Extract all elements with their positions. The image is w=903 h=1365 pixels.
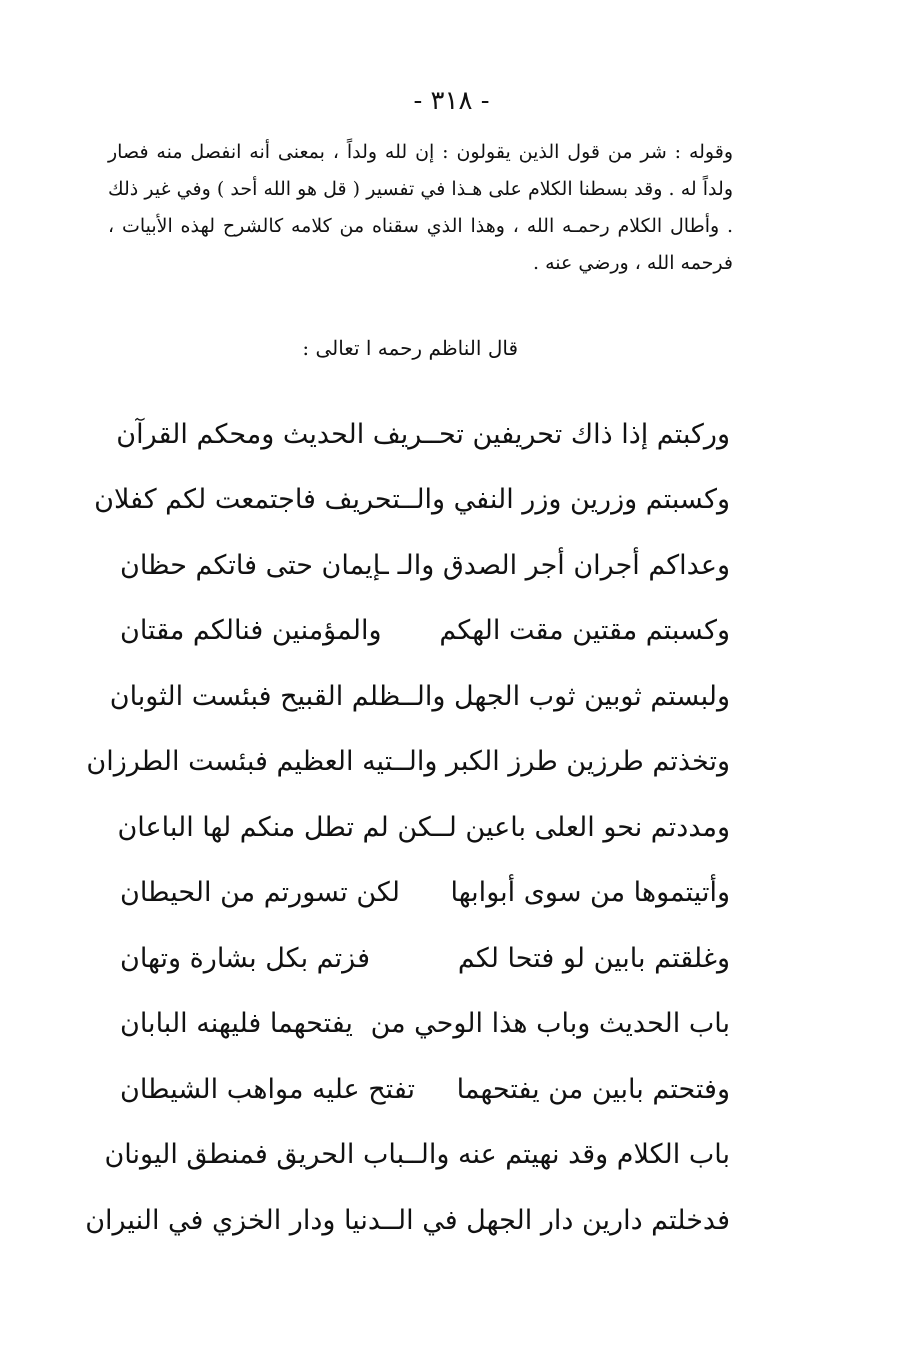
verse-first-hemistich: وركبتم إذا ذاك تحريفين تحـ — [431, 418, 730, 450]
verse-4 — [120, 599, 730, 665]
verse-6 — [86, 730, 730, 796]
verse-3 — [120, 533, 730, 599]
verse-first-hemistich: فدخلتم دارين دار الجهل في الـ — [389, 1204, 730, 1236]
verse-11 — [120, 1057, 730, 1123]
verse-first-hemistich: وكسبتم وزرين وزر النفي والـ — [408, 484, 730, 516]
verse-8 — [120, 861, 730, 927]
commentary-text: وقوله : شر من قول الذين يقولون : إن لله ولداً ، بمعنى أنه انفصل منه فصار ولداً له . وقد بسطنا الكلام على هـذا في تفسير ( قل هو الله أحد ) وفي غير ذلك . وأطال الكلام رحمـه الله ، وهذا الذي سقناه من كلامه كالشرح لهذه الأبيات ، فرحمه الله ، ورضي عنه . — [108, 141, 733, 274]
verse-first-hemistich: وغلقتم بابين لو فتحا لكم — [457, 942, 730, 974]
verse-first-hemistich: باب الكلام وقد نهيتم عنه والـ — [412, 1139, 730, 1171]
verse-2 — [94, 468, 730, 534]
verse-13 — [85, 1188, 730, 1254]
verse-1 — [116, 402, 730, 468]
commentary-paragraph — [108, 134, 733, 282]
verse-second-hemistich: والمؤمنين فنالكم مقتان — [120, 615, 382, 647]
verse-first-hemistich: وأتيتموها من سوى أبوابها — [450, 877, 730, 909]
verse-first-hemistich: وكسبتم مقتين مقت الهكم — [439, 615, 730, 647]
verse-second-hemistich: يفتحهما فليهنه البابان — [120, 1008, 353, 1040]
verse-12 — [104, 1123, 730, 1189]
verse-second-hemistich: ـتيه العظيم فبئست الطرزان — [86, 746, 401, 778]
verse-second-hemistich: ـدنيا ودار الخزي في النيران — [85, 1204, 390, 1236]
verse-second-hemistich: ـريف الحديث ومحكم القرآن — [116, 418, 432, 450]
verse-first-hemistich: ولبستم ثوبين ثوب الجهل والـ — [408, 680, 730, 712]
verse-second-hemistich: فزتم بكل بشارة وتهان — [120, 942, 370, 974]
verse-10 — [120, 992, 730, 1058]
verse-second-hemistich: ـظلم القبيح فبئست الثوبان — [109, 680, 409, 712]
verse-second-hemistich: تفتح عليه مواهب الشيطان — [120, 1073, 415, 1105]
verse-5 — [109, 664, 730, 730]
verse-first-hemistich: وتخذتم طرزين طرز الكبر والـ — [400, 746, 730, 778]
poet-heading: قال الناظم رحمه ا تعالى : — [302, 336, 518, 360]
verse-second-hemistich: ـباب الحريق فمنطق اليونان — [104, 1139, 413, 1171]
verse-first-hemistich: وفتحتم بابين من يفتحهما — [456, 1073, 730, 1105]
verse-first-hemistich: وعداكم أجران أجر الصدق والـ — [397, 549, 730, 581]
poem — [85, 402, 730, 1254]
verse-first-hemistich: باب الحديث وباب هذا الوحي من — [370, 1008, 730, 1040]
verse-9 — [120, 926, 730, 992]
verse-second-hemistich: ـكن لم تطل منكم لها الباعان — [117, 811, 441, 843]
verse-second-hemistich: ـإيمان حتى فاتكم حظان — [120, 549, 389, 581]
verse-first-hemistich: ومددتم نحو العلى باعين لـ — [440, 811, 730, 843]
verse-second-hemistich: ـتحريف فاجتمعت لكم كفلان — [94, 484, 409, 516]
page-number: - ٣١٨ - — [413, 86, 490, 116]
verse-second-hemistich: لكن تسورتم من الحيطان — [120, 877, 401, 909]
verse-7 — [117, 795, 730, 861]
